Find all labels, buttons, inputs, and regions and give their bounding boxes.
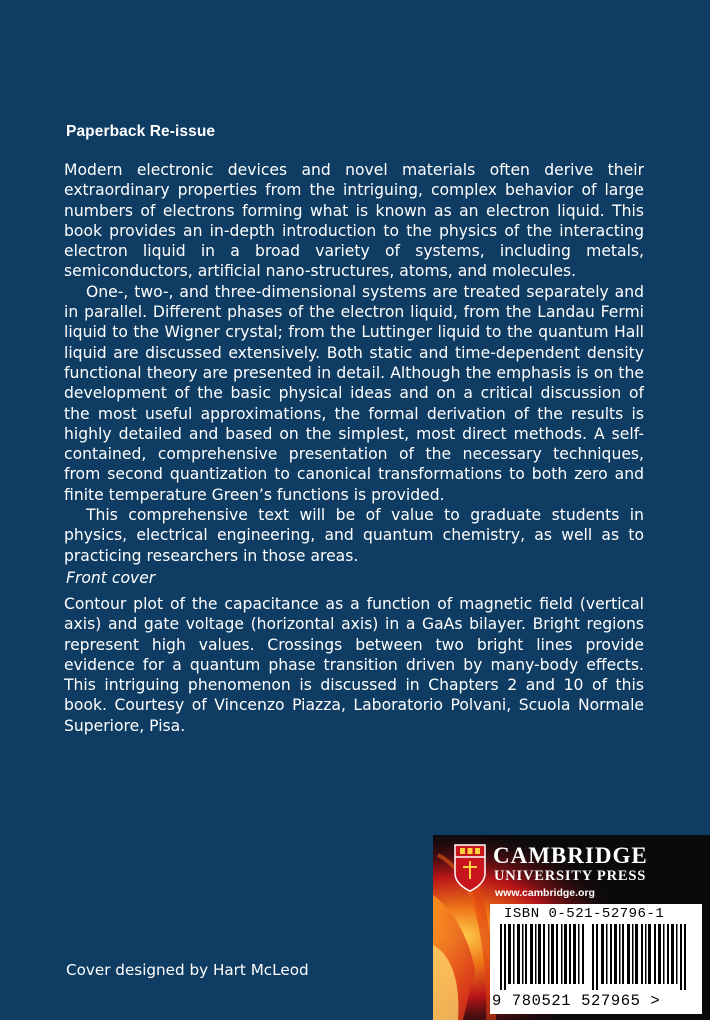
paragraph-3: This comprehensive text will be of value to graduate students in physics, electrical engineering, and quantum chemistry, as well as to practicing researchers in those areas. — [64, 506, 644, 565]
publisher-url[interactable]: www.cambridge.org — [495, 887, 595, 899]
isbn: ISBN 0-521-52796-1 — [504, 906, 665, 922]
cover-credit: Cover designed by Hart McLeod — [66, 961, 309, 979]
front-cover-description: Contour plot of the capacitance as a function of magnetic field (vertical axis) and gate voltage (horizontal axis) in a GaAs bilayer. Bright regions represent high values. Crossings between two bright lines provide evidence for a quantum phase transition driven by many-body effects. This intriguing phenomenon is discussed in Chapters 2 and 10 of this book. Courtesy of Vincenzo Piazza, Laboratorio Polvani, Scuola Normale Superiore, Pisa. — [64, 595, 644, 735]
paragraph-2: One-, two-, and three-dimensional systems are treated separately and in parallel. Different phases of the electron liquid, from the Landau Fermi liquid to the Wigner crystal; from the Luttinger liquid to the quantum Hall liquid are discussed extensively. Both static and time-dependent density functional theory are presented in detail. Although the emphasis is on the development of the basic physical ideas and on a critical discussion of the most useful approximations, the formal derivation of the results is highly detailed and based on the simplest, most direct methods. A self-contained, comprehensive presentation of the necessary techniques, from second quantization to canonical transformations to both zero and finite temperature Green’s functions is provided. — [64, 282, 644, 504]
heading: Paperback Re-issue — [66, 123, 216, 140]
barcode-panel — [490, 904, 702, 1014]
description — [64, 160, 644, 566]
barcode — [500, 924, 694, 990]
paragraph-1: Modern electronic devices and novel materials often derive their extraordinary properties from the intriguing, complex behavior of large numbers of electrons forming what is known as an electron liquid. This book provides an in-depth introduction to the physics of the interacting electron liquid in a broad variety of systems, including metals, semiconductors, artificial nano-structures, atoms, and molecules. — [64, 161, 644, 281]
publisher-corner — [433, 835, 710, 1020]
barcode-number: 9 780521 527965 > — [492, 992, 661, 1010]
cambridge-shield-icon — [455, 845, 485, 891]
publisher-name: CAMBRIDGE — [493, 843, 648, 868]
publisher-subtitle: UNIVERSITY PRESS — [494, 868, 647, 884]
front-cover-label: Front cover — [66, 569, 156, 587]
